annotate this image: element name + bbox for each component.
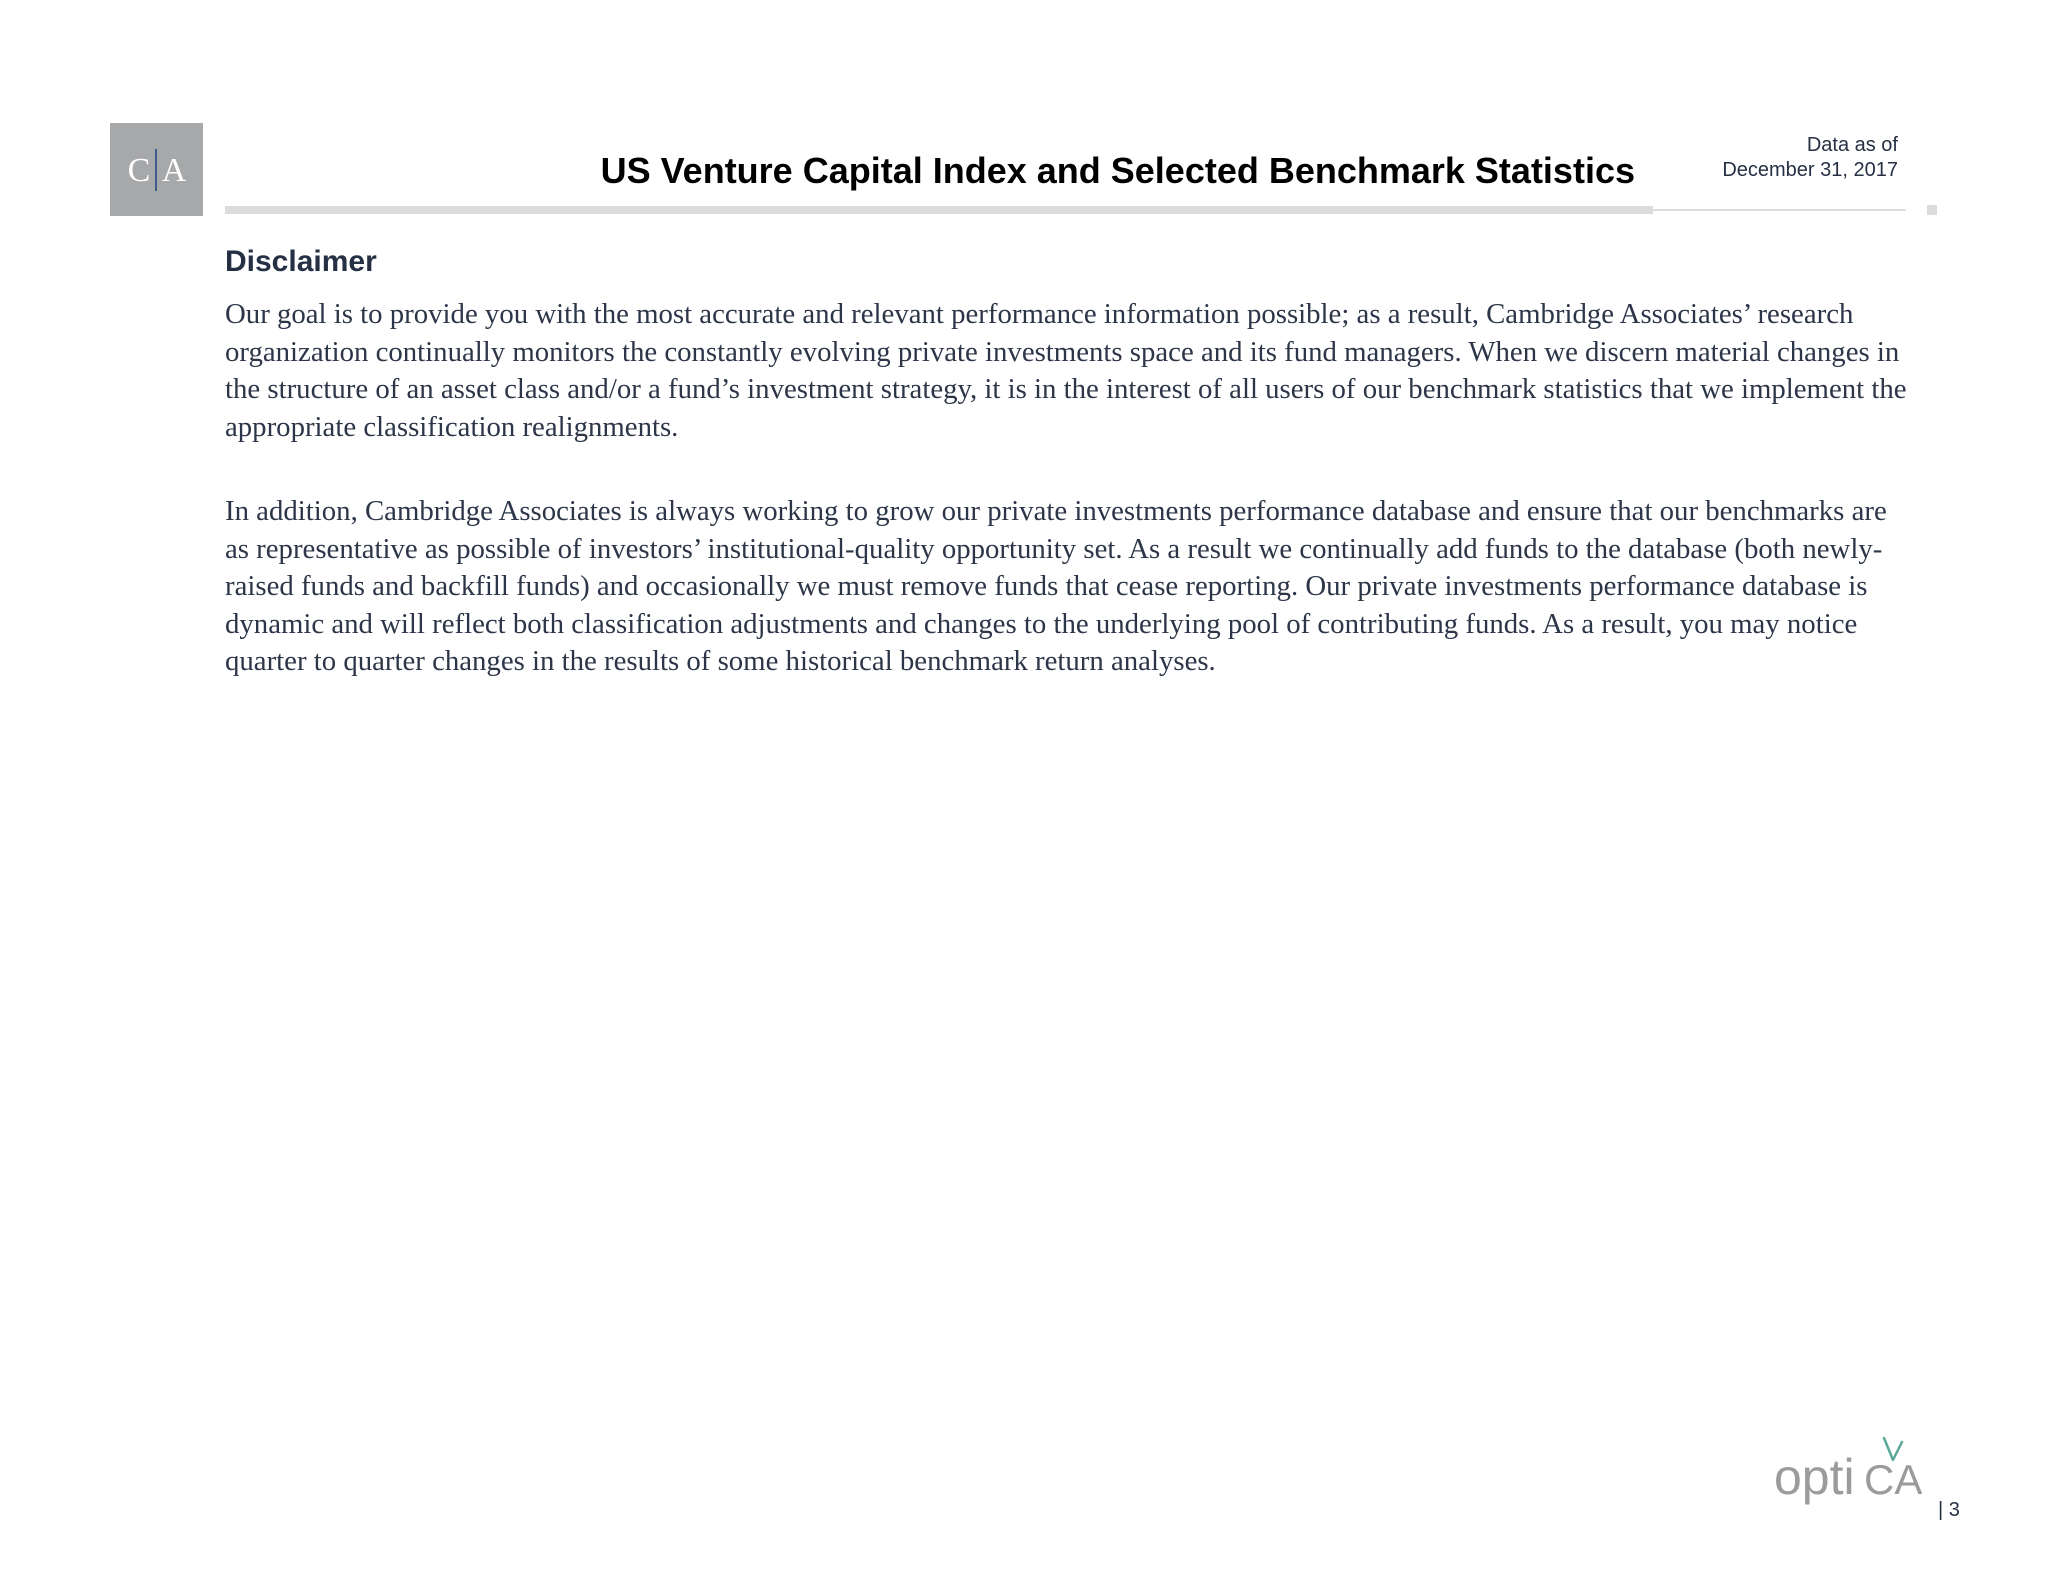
data-as-of-date: December 31, 2017 <box>1722 159 1898 181</box>
header-rule-thin <box>1653 209 1906 211</box>
optica-logo-suffix: CA <box>1864 1456 1922 1503</box>
cambridge-associates-logo <box>110 123 203 216</box>
header-rule-thick <box>225 206 1653 214</box>
optica-logo-prefix: opti <box>1774 1449 1855 1505</box>
data-as-of-label: Data as of <box>1806 134 1898 156</box>
disclaimer-paragraph-1: Our goal is to provide you with the most accurate and relevant performance information possible; as a result, Cambridge Associates’ research organization continually monitors the constantly evolving private investments space and its fund managers. When we discern material changes in the structure of an asset class and/or a fund’s investment strategy, it is in the interest of all users of our benchmark statistics that we implement the appropriate classification realignments. <box>225 298 1907 443</box>
header-rule-square <box>1927 205 1937 215</box>
logo-letter-a: A <box>161 152 187 189</box>
disclaimer-paragraph-2: In addition, Cambridge Associates is always working to grow our private investments performance database and ensure that our benchmarks are as representative as possible of investors’ institutional-quality opportunity set. As a result we continually add funds to the database (both newly-raised funds and backfill funds) and occasionally we must remove funds that cease reporting. Our private investments performance database is dynamic and will reflect both classification adjustments and changes to the underlying pool of contributing funds. As a result, you may notice quarter to quarter changes in the results of some historical benchmark return analyses. <box>225 495 1887 677</box>
page-number: | 3 <box>1938 1499 1960 1521</box>
optica-logo-mark <box>1772 1436 1922 1506</box>
optica-logo <box>1772 1436 1922 1506</box>
logo-letter-c: C <box>127 152 151 189</box>
logo-divider <box>155 149 157 191</box>
ca-logo-mark <box>110 123 203 216</box>
data-as-of <box>1722 133 1898 183</box>
page-title: US Venture Capital Index and Selected Benchmark Statistics <box>600 150 1635 191</box>
section-heading: Disclaimer <box>225 245 377 278</box>
